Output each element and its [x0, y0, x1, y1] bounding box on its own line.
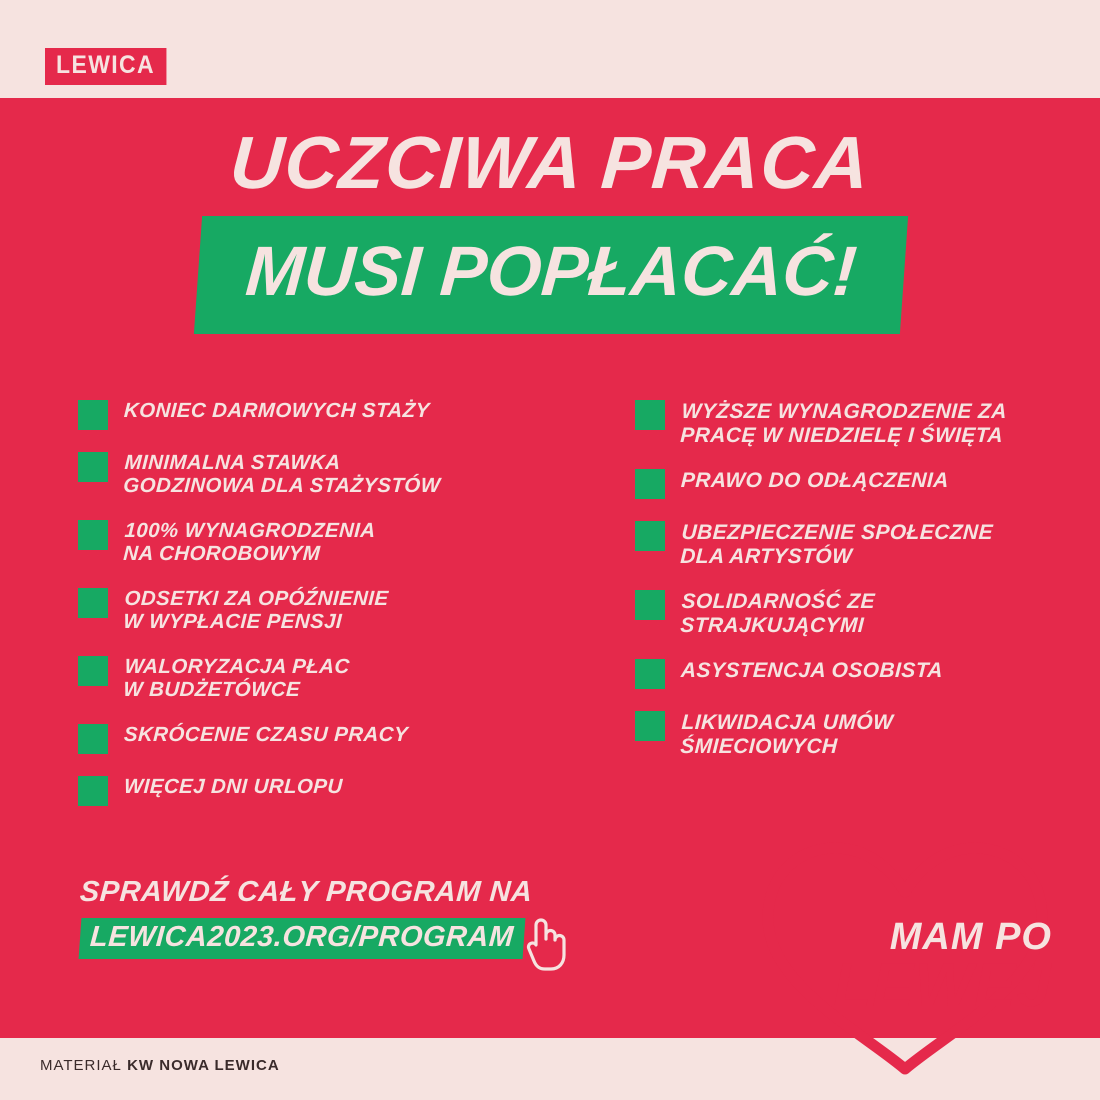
list-item-label: KONIEC DARMOWYCH STAŻY [123, 399, 431, 422]
list-item-label: SKRÓCENIE CZASU PRACY [123, 722, 409, 746]
heart-logo-line-2: LEWEJ [833, 950, 1052, 1020]
list-item [78, 398, 548, 430]
bullet-square-icon [78, 452, 108, 482]
list-item-label: 100% WYNAGRODZENIA NA CHOROBOWYM [122, 518, 377, 565]
bullet-square-icon [78, 724, 108, 754]
list-item [78, 450, 548, 498]
heart-logo-text [833, 916, 1052, 1020]
logo-bar [0, 0, 1100, 98]
list-item [635, 398, 1085, 447]
headline-line-2-highlight [194, 216, 908, 334]
bullet-columns [0, 398, 1100, 848]
bullet-square-icon [635, 590, 665, 620]
cta-url[interactable]: LEWICA2023.ORG/PROGRAM [88, 921, 515, 953]
footer-committee: KW NOWA LEWICA [127, 1057, 280, 1074]
list-item [635, 519, 1085, 568]
bullet-square-icon [635, 469, 665, 499]
headline-line-2: MUSI POPŁACAĆ! [243, 232, 860, 310]
footer-label: MATERIAŁ [40, 1057, 122, 1074]
list-item [635, 709, 1085, 758]
bullet-column-right [635, 398, 1085, 778]
list-item-label: ODSETKI ZA OPÓŹNIENIE W WYPŁACIE PENSJI [122, 586, 390, 633]
list-item [78, 586, 548, 634]
bullet-square-icon [635, 711, 665, 741]
list-item-label: MINIMALNA STAWKA GODZINOWA DLA STAŻYSTÓW [122, 451, 442, 497]
list-item [78, 774, 548, 806]
list-item-label: UBEZPIECZENIE SPOŁECZNE DLA ARTYSTÓW [679, 521, 994, 568]
list-item-label: SOLIDARNOŚĆ ZE STRAJKUJĄCYMI [679, 590, 876, 637]
list-item-label: WIĘCEJ DNI URLOPU [123, 774, 344, 798]
bullet-square-icon [635, 659, 665, 689]
footer-credit [40, 1057, 280, 1074]
bullet-square-icon [78, 400, 108, 430]
list-item [635, 467, 1085, 499]
cta-heading: SPRAWDŹ CAŁY PROGRAM NA [78, 876, 534, 908]
bullet-square-icon [78, 520, 108, 550]
bullet-column-left [78, 398, 548, 826]
list-item [78, 518, 548, 566]
list-item-label: PRAWO DO ODŁĄCZENIA [680, 469, 950, 493]
call-to-action [80, 876, 680, 959]
list-item [78, 722, 548, 754]
list-item-label: WALORYZACJA PŁAC W BUDŻETÓWCE [122, 654, 351, 701]
list-item [78, 654, 548, 702]
headline-line-1: UCZCIWA PRACA [227, 121, 873, 204]
list-item-label: ASYSTENCJA OSOBISTA [680, 659, 944, 683]
cta-url-highlight[interactable] [79, 918, 525, 959]
heart-logo-line-1: MAM PO [889, 916, 1052, 959]
list-item-label: WYŻSZE WYNAGRODZENIE ZA PRACĘ W NIEDZIELĘ I ŚWIĘTA [679, 400, 1008, 447]
pointing-hand-cursor-icon [523, 917, 569, 971]
bullet-square-icon [635, 521, 665, 551]
bullet-square-icon [78, 656, 108, 686]
list-item-label: LIKWIDACJA UMÓW ŚMIECIOWYCH [679, 711, 894, 758]
bullet-square-icon [635, 400, 665, 430]
lewica-logo: LEWICA [45, 48, 166, 85]
list-item [635, 588, 1085, 637]
bullet-square-icon [78, 776, 108, 806]
bullet-square-icon [78, 588, 108, 618]
list-item [635, 657, 1085, 689]
